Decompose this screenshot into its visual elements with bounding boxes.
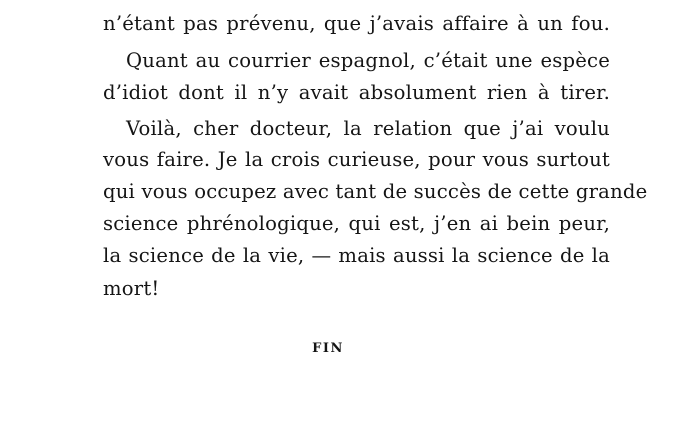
text-line-9: mort! xyxy=(103,277,160,300)
text-line-8: la science de la vie, — mais aussi la science de la xyxy=(103,244,610,267)
text-line-7: science phrénologique, qui est, j’en ai bein peur, xyxy=(103,212,610,235)
text-line-3: d’idiot dont il n’y avait absolument rien à tirer. xyxy=(103,81,610,104)
text-line-2: Quant au courrier espagnol, c’était une espèce xyxy=(126,49,610,72)
end-marker: FIN xyxy=(312,341,344,356)
text-line-6: qui vous occupez avec tant de succès de cette grande xyxy=(103,180,648,203)
text-line-1: n’étant pas prévenu, que j’avais affaire à un fou. xyxy=(103,12,610,35)
text-line-5: vous faire. Je la crois curieuse, pour vous surtout xyxy=(103,148,610,171)
text-line-4: Voilà, cher docteur, la relation que j’ai voulu xyxy=(126,117,610,140)
